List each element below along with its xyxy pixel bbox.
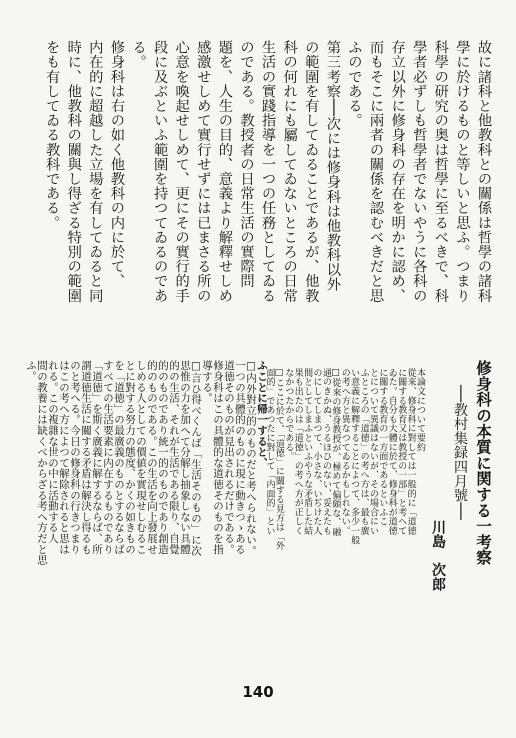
- text-line: のと考へる。今日の修身科の行きつまり: [69, 360, 81, 555]
- text-line: れる。この複雜な世の中に活動する人: [47, 360, 59, 544]
- text-line: ふのである。: [346, 40, 363, 128]
- text-line: □言ひ得べくんば「生活そのもの」に次: [190, 360, 202, 556]
- text-line: 的のものであり統一的のものであり創造: [157, 360, 169, 555]
- text-line: のである。教授者の日常生活の實際問: [238, 40, 255, 289]
- article-title: 修身科の本質に関する一考察: [474, 360, 493, 566]
- text-line: 一つの具體的のものに現に動きつゝある: [234, 360, 246, 555]
- text-line: 感激せしめて實行せずには已まさる所の: [195, 40, 212, 303]
- text-line: のにしてしまつて、小さな、いぢけた人: [311, 368, 322, 536]
- text-line: ふことに帰一すると、: [256, 360, 268, 468]
- text-line: 學に於けるものと等しいと思ふ。つまり: [454, 40, 471, 303]
- text-line: る。: [130, 40, 147, 70]
- text-line: 第三考察──次には修身科は他教科以外: [324, 40, 341, 292]
- text-line: をも有してゐる教科である。: [44, 40, 61, 230]
- text-line: ふところの「道徳」の考へ方は、最も廣: [358, 368, 369, 536]
- text-line: 修身科は右の如く他教科の内に於て、: [108, 40, 125, 289]
- text-line: すべての生活要素に内在するものであり: [102, 360, 114, 555]
- text-line: □内外對立的のものだと考へられない。: [245, 360, 257, 556]
- text-line: 學者必ずしも哲學者でないやうに各科の: [411, 40, 428, 303]
- text-line: 存立以外に修身科の存在を明かに認め、: [389, 40, 406, 303]
- text-line: 思惟の力を加へて分解し抽象しない具體: [179, 360, 191, 555]
- text-line: 科の何れにも屬してゐないところの日常: [281, 40, 298, 303]
- text-line: 面的」であつたに對して「内面的」とい: [264, 368, 275, 536]
- text-line: 生活の實踐指導を一つの任務としてゐる: [260, 40, 277, 303]
- top-left-text-column-group: [24, 40, 494, 325]
- text-line: の範圍を有してゐることであるが、他教: [303, 40, 320, 303]
- text-line: 故に諸科と他教科との關係は哲學の諸科: [476, 40, 492, 303]
- text-line: 科學の研究の奥は哲學に至るべきで、科: [432, 40, 449, 303]
- text-line: 間としてしまふといふやうな矛盾した結: [302, 368, 313, 536]
- top-right-text-block: [22, 360, 267, 660]
- text-line: □從來の修身教授が、極めて偏頗な、融: [330, 368, 341, 537]
- text-line: 内在的に超越した立場を有してゐると同: [87, 40, 104, 303]
- text-line: とについて異議はないが、その場合にい: [367, 368, 378, 536]
- text-line: はこの考へ方によつて解除されると思は: [58, 360, 70, 555]
- text-line: の考へ方と異なつてゐるかもしれない。: [339, 368, 350, 536]
- text-line: 通のきかぬ、うるほひのない、妥えたも: [320, 368, 331, 536]
- text-line: 「道徳」を斯く廣義に解するならば、所: [91, 360, 103, 555]
- text-line: □ここに於て、「道徳」に關する見方は「外: [273, 368, 284, 551]
- text-line: 導する。: [201, 360, 213, 404]
- text-line: 段に及ぶといふ範圍を持つてゐるのであ: [152, 40, 169, 303]
- text-line: 修身科はこの具體的な道徳そのものを指: [212, 360, 224, 555]
- text-line: 時に、他教科の關與し得ざる特別の範圍: [65, 40, 82, 303]
- text-line: を「道徳」の最廣義のものとするならば: [113, 360, 125, 555]
- text-line: 從來、修身科に對しては一般的に「道徳: [405, 368, 416, 536]
- text-line: ゐた。自分も大體に於て、修身科が道徳: [386, 368, 397, 536]
- text-line: 的の生活、それが生活である限り、自覺: [168, 360, 180, 555]
- text-line: 而もそこに兩者の關係を認むべきだと思: [368, 40, 385, 303]
- text-line: 道徳そのものが見出されるだけである。: [223, 360, 235, 555]
- text-line: に關する教育の一方面であるといふこ: [377, 368, 388, 527]
- article-author: 川島 次郎: [430, 520, 446, 592]
- text-line: 謂道徳生活に關する矛盾は解決し得るも: [80, 360, 92, 555]
- text-line: 題を、人生の目的、意義より解釋せしめ: [216, 40, 233, 303]
- text-line: 間の教養には缺くべからざる考へ方だと思: [36, 360, 48, 566]
- text-line: 本論文について要約: [415, 368, 425, 452]
- text-line: ふ。: [25, 360, 37, 382]
- text-line: 的のものである。この生活を向上發展せ: [146, 360, 158, 555]
- page-number: 140: [242, 683, 274, 701]
- text-line: なかつたからである。: [283, 368, 294, 461]
- text-line: に關する教育又は教授の一部」と考へて: [396, 368, 407, 536]
- text-line: 心意を喚起せしめて、更にその實行的手: [173, 40, 190, 303]
- article-subtitle: ──教村集録四月號──: [452, 385, 468, 521]
- text-line: 果も出たのは「道徳」の考へ方が正しく: [292, 368, 303, 536]
- text-line: い意義に解釋することによつて、多少一般: [349, 368, 360, 545]
- bottom-left-text-block: [264, 368, 424, 668]
- text-line: しめる人としての價値を實現せしむるこ: [135, 360, 147, 555]
- text-line: とに對する努力の態度、かくの如きもの: [124, 360, 136, 555]
